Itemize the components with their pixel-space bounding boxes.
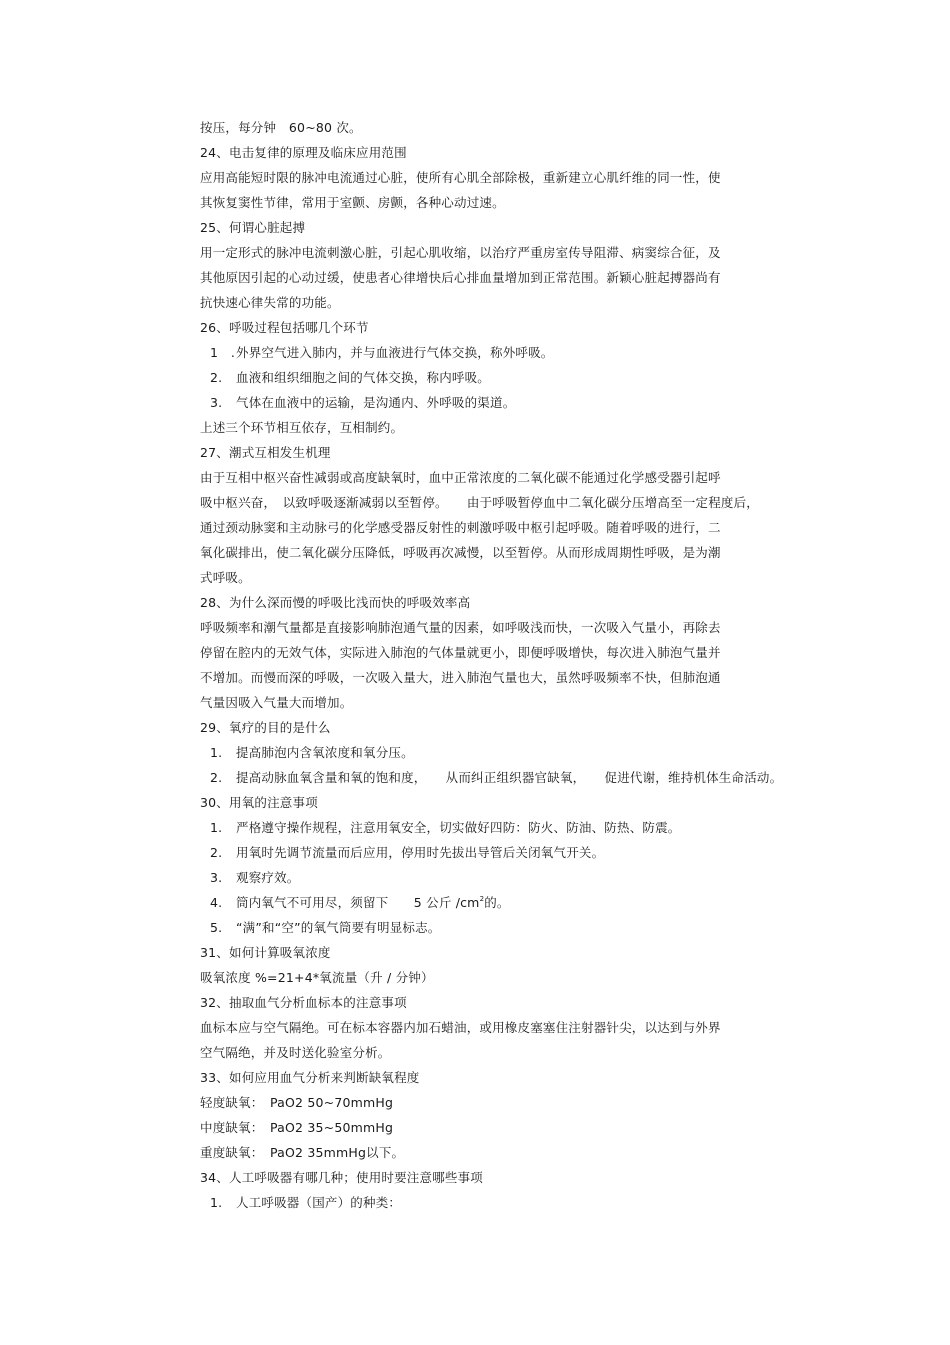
list-item: 1. 人工呼吸器（国产）的种类： [210,1195,402,1210]
text-line: 用一定形式的脉冲电流刺激心脏，引起心肌收缩，以治疗严重房室传导阻滞、病窦综合征，及 [200,245,721,260]
text-line: 其恢复窦性节律，常用于室颤、房颤，各种心动过速。 [200,195,505,210]
list-number: 1 . [210,345,236,360]
list-item: 2. 血液和组织细胞之间的气体交换，称内呼吸。 [210,370,491,385]
text-line: 式呼吸。 [200,570,251,585]
section-heading-25: 25、何谓心脏起搏 [200,220,306,235]
list-number: 4. [210,895,223,910]
list-item: 2. 用氧时先调节流量而后应用，停用时先拔出导管后关闭氧气开关。 [210,845,605,860]
superscript: 2 [479,895,485,903]
list-number: 2. [210,770,223,785]
list-number: 2. [210,370,223,385]
text-line: 上述三个环节相互依存，互相制约。 [200,420,404,435]
section-heading-32: 32、抽取血气分析血标本的注意事项 [200,995,407,1010]
text-line: 其他原因引起的心动过缓，使患者心律增快后心排血量增加到正常范围。新颖心脏起搏器尚有 [200,270,721,285]
text-line: 通过颈动脉窦和主动脉弓的化学感受器反射性的刺激呼吸中枢引起呼吸。随着呼吸的进行，二 [200,520,721,535]
text-line: 吸中枢兴奋， 以致呼吸逐渐减弱以至暂停。 由于呼吸暂停血中二氧化碳分压增高至一定程度后， [200,495,760,510]
text-line: 空气隔绝，并及时送化验室分析。 [200,1045,391,1060]
formula-line: 吸氧浓度 %=21+4*氧流量（升 / 分钟） [200,970,434,985]
text-line: 不增加。而慢而深的呼吸，一次吸入量大，进入肺泡气量也大，虽然呼吸频率不快，但肺泡通 [200,670,721,685]
text-line: 轻度缺氧： PaO2 50~70mmHg [200,1095,394,1110]
text-line: 应用高能短时限的脉冲电流通过心脏，使所有心肌全部除极，重新建立心肌纤维的同一性，使 [200,170,721,185]
list-item: 1 .外界空气进入肺内，并与血液进行气体交换，称外呼吸。 [210,345,554,360]
list-number: 1. [210,745,223,760]
section-heading-31: 31、如何计算吸氧浓度 [200,945,331,960]
text-line: 气量因吸入气量大而增加。 [200,695,353,710]
section-heading-24: 24、电击复律的原理及临床应用范围 [200,145,407,160]
text-line: 重度缺氧： PaO2 35mmHg以下。 [200,1145,405,1160]
list-number: 3. [210,395,223,410]
list-number: 5. [210,920,223,935]
section-heading-26: 26、呼吸过程包括哪几个环节 [200,320,369,335]
section-heading-29: 29、氧疗的目的是什么 [200,720,331,735]
list-item: 3. 观察疗效。 [210,870,300,885]
list-item: 1. 严格遵守操作规程，注意用氧安全，切实做好四防：防火、防油、防热、防震。 [210,820,681,835]
list-item: 4. 筒内氧气不可用尽，须留下 5 公斤 $/cm^2$的。 [210,895,510,910]
text-line: 呼吸频率和潮气量都是直接影响肺泡通气量的因素，如呼吸浅而快，一次吸入气量小，再除去 [200,620,721,635]
text-line: 按压，每分钟 60~80 次。 [200,120,362,135]
list-item: 1. 提高肺泡内含氧浓度和氧分压。 [210,745,414,760]
list-number: 2. [210,845,223,860]
list-number: 1. [210,820,223,835]
text-line: 由于互相中枢兴奋性减弱或高度缺氧时，血中正常浓度的二氧化碳不能通过化学感受器引起呼 [200,470,721,485]
list-item: 2. 提高动脉血氧含量和氧的饱和度， 从而纠正组织器官缺氧， 促进代谢，维持机体生命活动。 [210,770,783,785]
list-item: 5. “满”和“空”的氧气筒要有明显标志。 [210,920,441,935]
text-line: 血标本应与空气隔绝。可在标本容器内加石蜡油，或用橡皮塞塞住注射器针尖，以达到与外界 [200,1020,721,1035]
section-heading-28: 28、为什么深而慢的呼吸比浅而快的呼吸效率高 [200,595,471,610]
section-heading-30: 30、用氧的注意事项 [200,795,318,810]
text-line: 氧化碳排出，使二氧化碳分压降低，呼吸再次减慢，以至暂停。从而形成周期性呼吸，是为潮 [200,545,721,560]
list-number: 3. [210,870,223,885]
section-heading-34: 34、人工呼吸器有哪几种；使用时要注意哪些事项 [200,1170,484,1185]
section-heading-33: 33、如何应用血气分析来判断缺氧程度 [200,1070,420,1085]
text-line: 抗快速心律失常的功能。 [200,295,340,310]
text-line: 中度缺氧： PaO2 35~50mmHg [200,1120,394,1135]
text-line: 停留在腔内的无效气体，实际进入肺泡的气体量就更小，即便呼吸增快，每次进入肺泡气量并 [200,645,721,660]
section-heading-27: 27、潮式互相发生机理 [200,445,331,460]
list-number: 1. [210,1195,223,1210]
list-item: 3. 气体在血液中的运输，是沟通内、外呼吸的渠道。 [210,395,516,410]
